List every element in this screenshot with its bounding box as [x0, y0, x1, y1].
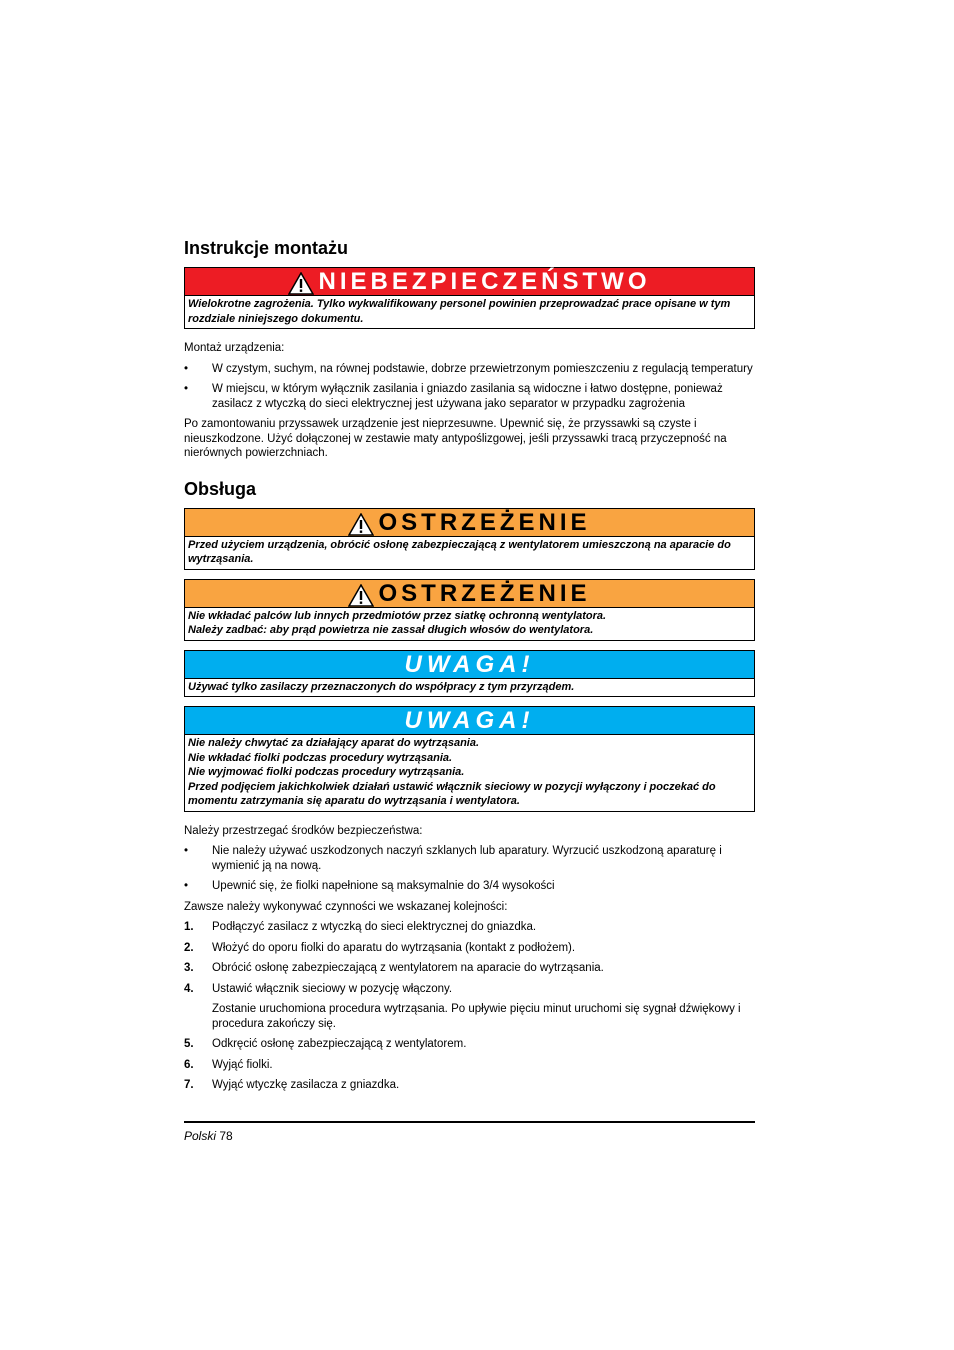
- notice-header: [185, 651, 754, 679]
- safety-intro: Należy przestrzegać środków bezpieczeństwa:: [184, 824, 423, 837]
- notice-header: [185, 707, 754, 735]
- danger-label: NIEBEZPIECZEŃSTWO: [318, 268, 651, 295]
- page-content: [184, 236, 755, 1093]
- footer-page-number: 78: [219, 1129, 233, 1143]
- section-title-installation: Instrukcje montażu: [184, 238, 349, 258]
- list-item: • Nie należy używać uszkodzonych naczyń szklanych lub aparatury. Wyrzucić uszkodzoną aparaturę i wymienić ją na nową.: [184, 845, 722, 872]
- mount-bullets: [184, 362, 755, 412]
- warning-header: [185, 509, 754, 537]
- warning-label: OSTRZEŻENIE: [378, 508, 591, 536]
- notice-label: UWAGA!: [404, 650, 535, 678]
- steps-list: [184, 920, 755, 1093]
- step-item: 4. Ustawić włącznik sieciowy w pozycję włączony. Zostanie uruchomiona procedura wytrząsania. Po upływie pięciu minut uruchomi się sygnał dźwiękowy i procedura zakończy się.: [184, 982, 755, 1032]
- notice-text: Używać tylko zasilaczy przeznaczonych do współpracy z tym przyrządem.: [188, 680, 575, 693]
- footer-language: Polski: [184, 1129, 217, 1143]
- notice-text: Nie należy chwytać za działający aparat do wytrząsania. Nie wkładać fiolki podczas procedury wytrząsania. Nie wyjmować fiolki podczas procedury wytrząsania. Przed podjęciem jakichkolwiek działań ustawić włącznik sieciowy w pozycji wyłączony i poczekać do momentu zatrzymania się aparatu do wytrząsania i wentylatora.: [188, 737, 716, 807]
- notice-box-2: [184, 706, 755, 812]
- list-item: • W czystym, suchym, na równej podstawie, dobrze przewietrzonym pomieszczeniu z regulacją temperatury: [184, 362, 753, 375]
- list-item: • W miejscu, w którym wyłącznik zasilania i gniazdo zasilania są widoczne i łatwo dostępne, ponieważ zasilacz z wtyczką do sieci elektrycznej jest używana jako separator w przypadku zagrożenia: [184, 383, 723, 410]
- warning-header: [185, 580, 754, 608]
- warning-text: Nie wkładać palców lub innych przedmiotów przez siatkę ochronną wentylatora. Należy zadbać: aby prąd powietrza nie zassał długich włosów do wentylatora.: [188, 609, 607, 636]
- step-item: 2. Włożyć do oporu fiolki do aparatu do wytrząsania (kontakt z podłożem).: [184, 941, 576, 954]
- warning-box-1: [184, 508, 755, 570]
- danger-text: Wielokrotne zagrożenia. Tylko wykwalifikowany personel powinien przeprowadzać prace opisane w tym rozdziale niniejszego dokumentu.: [188, 298, 731, 325]
- safety-bullets: [184, 844, 755, 894]
- step-note: Zostanie uruchomiona procedura wytrząsania. Po upływie pięciu minut uruchomi się sygnał dźwiękowy i procedura zakończy się.: [212, 1003, 741, 1030]
- steps-intro: Zawsze należy wykonywać czynności we wskazanej kolejności:: [184, 900, 508, 913]
- step-item: 7. Wyjąć wtyczkę zasilacza z gniazdka.: [184, 1079, 400, 1091]
- warning-box-2: [184, 579, 755, 641]
- danger-header: [185, 268, 754, 296]
- warning-text: Przed użyciem urządzenia, obrócić osłonę zabezpieczającą z wentylatorem umieszczoną na aparacie do wytrząsania.: [188, 538, 731, 565]
- warning-triangle-icon: [288, 272, 314, 295]
- mount-paragraph: Po zamontowaniu przyssawek urządzenie jest nieprzesuwne. Upewnić się, że przyssawki są czyste i nieuszkodzone. Użyć dołączonej w zestawie maty antypoślizgowej, jeśli przyssawki tracą przyczepność na nierównych powierzchniach.: [184, 418, 727, 459]
- danger-box: [184, 267, 755, 329]
- notice-box-1: [184, 650, 755, 698]
- step-item: 1. Podłączyć zasilacz z wtyczką do sieci elektrycznej do gniazdka.: [184, 921, 537, 933]
- page-footer: [184, 1121, 755, 1143]
- step-item: 3. Obrócić osłonę zabezpieczającą z wentylatorem na aparacie do wytrząsania.: [184, 962, 604, 974]
- step-item: 5. Odkręcić osłonę zabezpieczającą z wentylatorem.: [184, 1038, 467, 1050]
- mount-intro: Montaż urządzenia:: [184, 342, 285, 354]
- warning-triangle-icon: [348, 513, 374, 536]
- list-item: • Upewnić się, że fiolki napełnione są maksymalnie do 3/4 wysokości: [184, 880, 555, 892]
- step-item: 6. Wyjąć fiolki.: [184, 1058, 273, 1071]
- notice-label: UWAGA!: [404, 707, 535, 734]
- warning-triangle-icon: [348, 584, 374, 607]
- warning-label: OSTRZEŻENIE: [378, 579, 591, 607]
- section-title-operation: Obsługa: [184, 478, 257, 499]
